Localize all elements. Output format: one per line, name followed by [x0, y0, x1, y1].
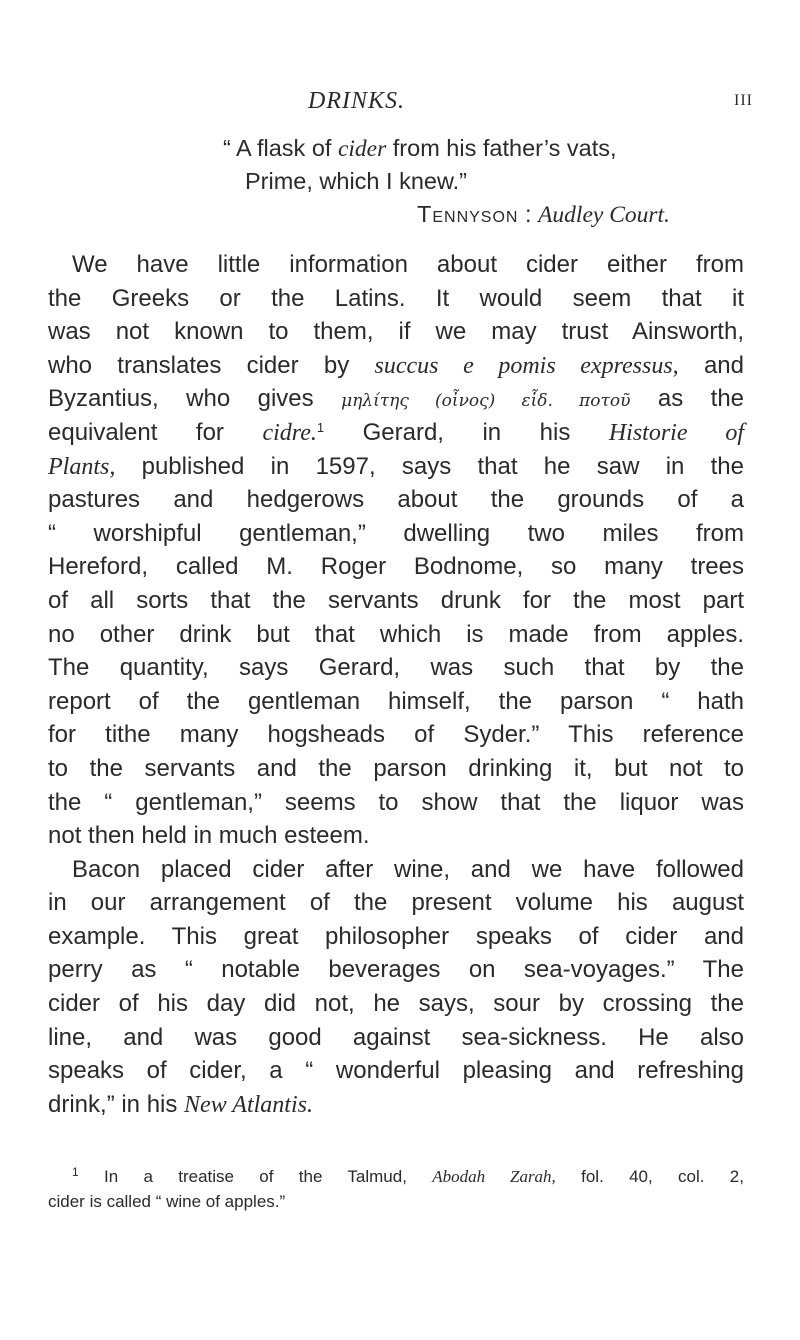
text-span: In a treatise of the Talmud, — [78, 1167, 433, 1186]
text-line: perry as “ notable beverages on sea-voyages.” The — [48, 956, 744, 984]
text-span: who translates cider by — [48, 351, 375, 379]
text-line: The quantity, says Gerard, was such that by the — [48, 654, 744, 682]
page-header — [0, 84, 800, 120]
text-line: was not known to them, if we may trust Ainsworth, — [48, 318, 744, 346]
text-span: equivalent for — [48, 418, 263, 446]
text-span: and — [678, 351, 744, 379]
text-line: report of the gentleman himself, the parson “ hath — [48, 687, 744, 715]
text-line — [48, 450, 744, 484]
epigraph-separator: : — [518, 201, 539, 227]
text-span: drink,” in his — [48, 1090, 185, 1118]
italic-phrase: Plants, — [48, 453, 116, 480]
text-span: Gerard, in his — [324, 418, 609, 446]
text-line: for tithe many hogsheads of Syder.” This reference — [48, 721, 744, 749]
italic-phrase: cidre. — [262, 419, 317, 446]
page-number: III — [734, 92, 753, 109]
epigraph-text: “ A flask of — [223, 135, 338, 161]
text-line: Hereford, called M. Roger Bodnome, so many trees — [48, 553, 744, 581]
text-line: “ worshipful gentleman,” dwelling two miles from — [48, 519, 744, 547]
text-span: Byzantius, who gives — [48, 385, 342, 413]
text-span: fol. 40, col. 2, — [555, 1167, 744, 1186]
epigraph-italic: cider — [337, 136, 387, 162]
footnote-line: cider is called “ wine of apples.” — [48, 1192, 286, 1211]
text-span: published in 1597, says that he saw in the — [115, 452, 744, 480]
italic-phrase: Historie of — [608, 419, 744, 446]
text-line: line, and was good against sea-sickness. He also — [48, 1023, 744, 1051]
text-line: in our arrangement of the present volume his august — [48, 889, 744, 917]
footnote-line — [48, 1164, 744, 1189]
footnote — [48, 1164, 744, 1214]
epigraph-line-1 — [223, 132, 617, 166]
footnote-mark: 1 — [72, 1165, 79, 1179]
text-line: pastures and hedgerows about the grounds of a — [48, 486, 744, 514]
text-line: cider of his day did not, he says, sour by crossing the — [48, 990, 744, 1018]
footnote-reference: 1 — [316, 419, 325, 435]
epigraph-work: Audley Court. — [538, 202, 670, 228]
greek-phrase: μηλίτης (οἶνος) εἶδ. ποτοῦ — [341, 391, 631, 412]
text-line — [48, 416, 744, 450]
text-line — [48, 349, 744, 383]
epigraph-text: from his father’s vats, — [386, 135, 617, 161]
text-line — [48, 382, 744, 416]
text-line: example. This great philosopher speaks of cider and — [48, 922, 744, 950]
text-line: not then held in much esteem. — [48, 822, 370, 850]
italic-phrase: succus e pomis expressus, — [374, 352, 679, 379]
italic-phrase: Abodah Zarah, — [432, 1167, 556, 1186]
running-head: DRINKS. — [308, 88, 405, 114]
italic-phrase: New Atlantis. — [184, 1091, 313, 1118]
text-line: the Greeks or the Latins. It would seem that it — [48, 284, 744, 312]
text-line: the “ gentleman,” seems to show that the liquor was — [48, 788, 744, 816]
text-line: no other drink but that which is made from apples. — [48, 620, 744, 648]
epigraph — [0, 120, 800, 260]
text-line — [48, 1088, 744, 1122]
text-line: to the servants and the parson drinking it, but not to — [48, 754, 744, 782]
text-line: We have little information about cider either from — [72, 251, 744, 278]
body-text — [48, 248, 744, 1121]
text-span: as the — [630, 385, 745, 413]
epigraph-attribution — [417, 198, 670, 232]
text-line: of all sorts that the servants drunk for the most part — [48, 586, 744, 614]
epigraph-line-2: Prime, which I knew.” — [245, 168, 468, 194]
epigraph-author: Tennyson — [417, 201, 519, 227]
text-line: speaks of cider, a “ wonderful pleasing and refreshing — [48, 1057, 744, 1085]
text-line: Bacon placed cider after wine, and we have followed — [72, 855, 744, 883]
